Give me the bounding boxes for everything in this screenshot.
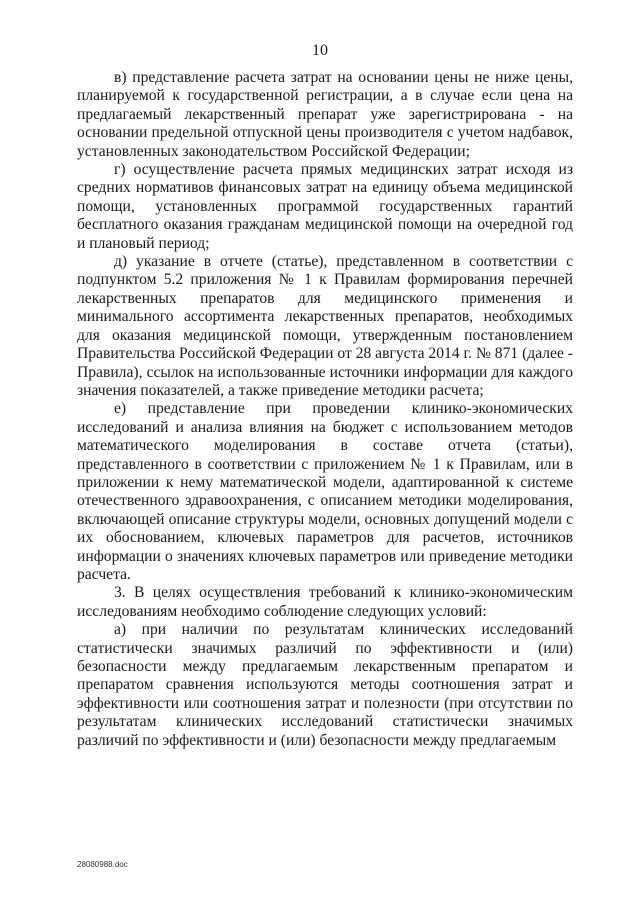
paragraph-d: д) указание в отчете (статье), представленном в соответствии с подпунктом 5.2 приложения № 1 к Правилам формирования перечней лекарственных препаратов для медицинского применения и минимального ассортимента лекарственных препаратов, необходимых для оказания медицинской помощи, утвержденным постановлением Правительства Российской Федерации от 28 августа 2014 г. № 871 (далее - Правила), ссылок на использованные источники информации для каждого значения показателей, а также приведение методики расчета; [77,253,573,399]
page-number: 10 [312,42,328,59]
paragraph-v: в) представление расчета затрат на основании цены не ниже цены, планируемой к государственной регистрации, а в случае если цена на предлагаемый лекарственный препарат уже зарегистрирована - на основании предельной отпускной цены производителя с учетом надбавок, установленных законодательством Российской Федерации; [77,69,573,160]
paragraph-3: 3. В целях осуществления требований к клинико-экономическим исследованиям необходимо соблюдение следующих условий: [77,584,573,620]
paragraph-e: е) представление при проведении клинико-экономических исследований и анализа влияния на бюджет с использованием методов математического моделирования в составе отчета (статьи), представленного в соответствии с приложением № 1 к Правилам, или в приложении к нему математической модели, адаптированной к системе отечественного здравоохранения, с описанием методики моделирования, включающей описание структуры модели, основных допущений модели с их обоснованием, ключевых параметров для расчетов, источников информации о значениях ключевых параметров или приведение методики расчета. [77,400,573,583]
paragraph-g: г) осуществление расчета прямых медицинских затрат исходя из средних нормативов финансовых затрат на единицу объема медицинской помощи, установленных программой государственных гарантий бесплатного оказания гражданам медицинской помощи на очередной год и плановый период; [77,161,573,252]
paragraph-a: а) при наличии по результатам клинических исследований статистически значимых различий по эффективности и (или) безопасности между предлагаемым лекарственным препаратом и препаратом сравнения используются методы соотношения затрат и эффективности или соотношения затрат и полезности (при отсутствии по результатам клинических исследований статистически значимых различий по эффективности и (или) безопасности между предлагаемым [77,621,573,749]
footer-filename: 28080988.doc [77,860,128,869]
document-body [77,69,573,750]
